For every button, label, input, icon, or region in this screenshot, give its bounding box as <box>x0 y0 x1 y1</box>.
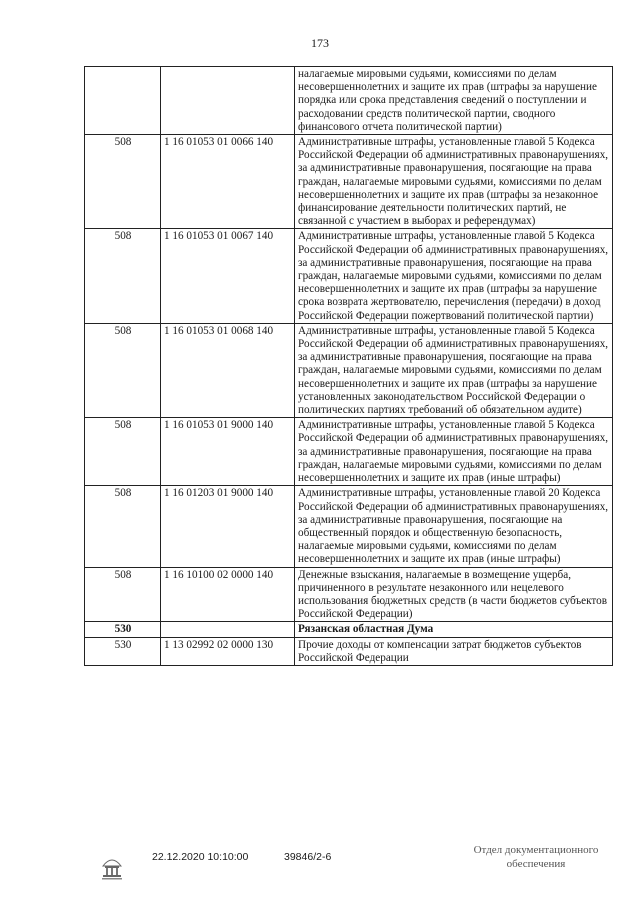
budget-classification-table <box>84 66 613 666</box>
admin-code-cell: 508 <box>85 229 161 323</box>
description-cell: Административные штрафы, установленные главой 20 Кодекса Российской Федерации об административных правонарушениях, за административные правонарушения, посягающие на общественный порядок и общественную безопасность, налагаемые мировыми судьями, комиссиями по делам несовершеннолетних и защите их прав (иные штрафы) <box>295 486 613 567</box>
admin-code-cell: 508 <box>85 323 161 417</box>
budget-code-cell: 1 16 01053 01 0067 140 <box>161 229 295 323</box>
description-cell: налагаемые мировыми судьями, комиссиями по делам несовершеннолетних и защите их прав (штрафы за нарушение порядка или срока представления сведений о поступлении и расходовании средств политической партии, сводного финансового отчета политической партии) <box>295 67 613 135</box>
budget-code-cell: 1 16 01203 01 9000 140 <box>161 486 295 567</box>
description-cell: Административные штрафы, установленные главой 5 Кодекса Российской Федерации об административных правонарушениях, за административные правонарушения, посягающие на права граждан, налагаемые мировыми судьями, комиссиями по делам несовершеннолетних и защите их прав (штрафы за нарушение установленных законодательством Российской Федерации о политических партиях требований об обязательном аудите) <box>295 323 613 417</box>
budget-code-cell: 1 16 10100 02 0000 140 <box>161 567 295 622</box>
admin-code-cell: 508 <box>85 418 161 486</box>
admin-code-cell: 530 <box>85 622 161 637</box>
admin-code-cell: 508 <box>85 567 161 622</box>
budget-code-cell: 1 16 01053 01 0068 140 <box>161 323 295 417</box>
admin-code-cell: 508 <box>85 486 161 567</box>
footer-document-number: 39846/2-6 <box>284 851 332 863</box>
page-number: 173 <box>311 36 329 50</box>
table-row <box>85 418 613 486</box>
table-row <box>85 229 613 323</box>
footer-date: 22.12.2020 10:10:00 <box>152 851 249 863</box>
description-cell: Административные штрафы, установленные главой 5 Кодекса Российской Федерации об административных правонарушениях, за административные правонарушения, посягающие на права граждан, налагаемые мировыми судьями, комиссиями по делам несовершеннолетних и защите их прав (штрафы за нарушение срока возврата жертвователю, перечисления (передачи) в доход Российской Федерации пожертвований политической партии) <box>295 229 613 323</box>
description-cell: Денежные взыскания, налагаемые в возмещение ущерба, причиненного в результате незаконного или нецелевого использования бюджетных средств (в части бюджетов субъектов Российской Федерации) <box>295 567 613 622</box>
budget-code-cell: 1 16 01053 01 0066 140 <box>161 135 295 229</box>
description-cell: Административные штрафы, установленные главой 5 Кодекса Российской Федерации об административных правонарушениях, за административные правонарушения, посягающие на права граждан, налагаемые мировыми судьями, комиссиями по делам несовершеннолетних и защите их прав (иные штрафы) <box>295 418 613 486</box>
duma-logo-icon <box>100 852 124 882</box>
table-body <box>85 67 613 666</box>
admin-code-cell: 508 <box>85 135 161 229</box>
table-row <box>85 622 613 637</box>
description-cell: Административные штрафы, установленные главой 5 Кодекса Российской Федерации об административных правонарушениях, за административные правонарушения, посягающие на права граждан, налагаемые мировыми судьями, комиссиями по делам несовершеннолетних и защите их прав (штрафы за незаконное финансирование деятельности политических партий, не связанной с участием в выборах и референдумах) <box>295 135 613 229</box>
description-cell: Рязанская областная Дума <box>295 622 613 637</box>
admin-code-cell <box>85 67 161 135</box>
table-row <box>85 67 613 135</box>
stamp-line-1: Отдел документационного <box>473 844 599 856</box>
budget-code-cell <box>161 67 295 135</box>
department-stamp <box>436 843 636 871</box>
budget-code-cell: 1 13 02992 02 0000 130 <box>161 637 295 665</box>
table-row <box>85 637 613 665</box>
table-row <box>85 135 613 229</box>
table-row <box>85 567 613 622</box>
stamp-line-2: обеспечения <box>506 858 566 870</box>
description-cell: Прочие доходы от компенсации затрат бюджетов субъектов Российской Федерации <box>295 637 613 665</box>
table-row <box>85 486 613 567</box>
admin-code-cell: 530 <box>85 637 161 665</box>
budget-code-cell <box>161 622 295 637</box>
budget-code-cell: 1 16 01053 01 9000 140 <box>161 418 295 486</box>
table-row <box>85 323 613 417</box>
